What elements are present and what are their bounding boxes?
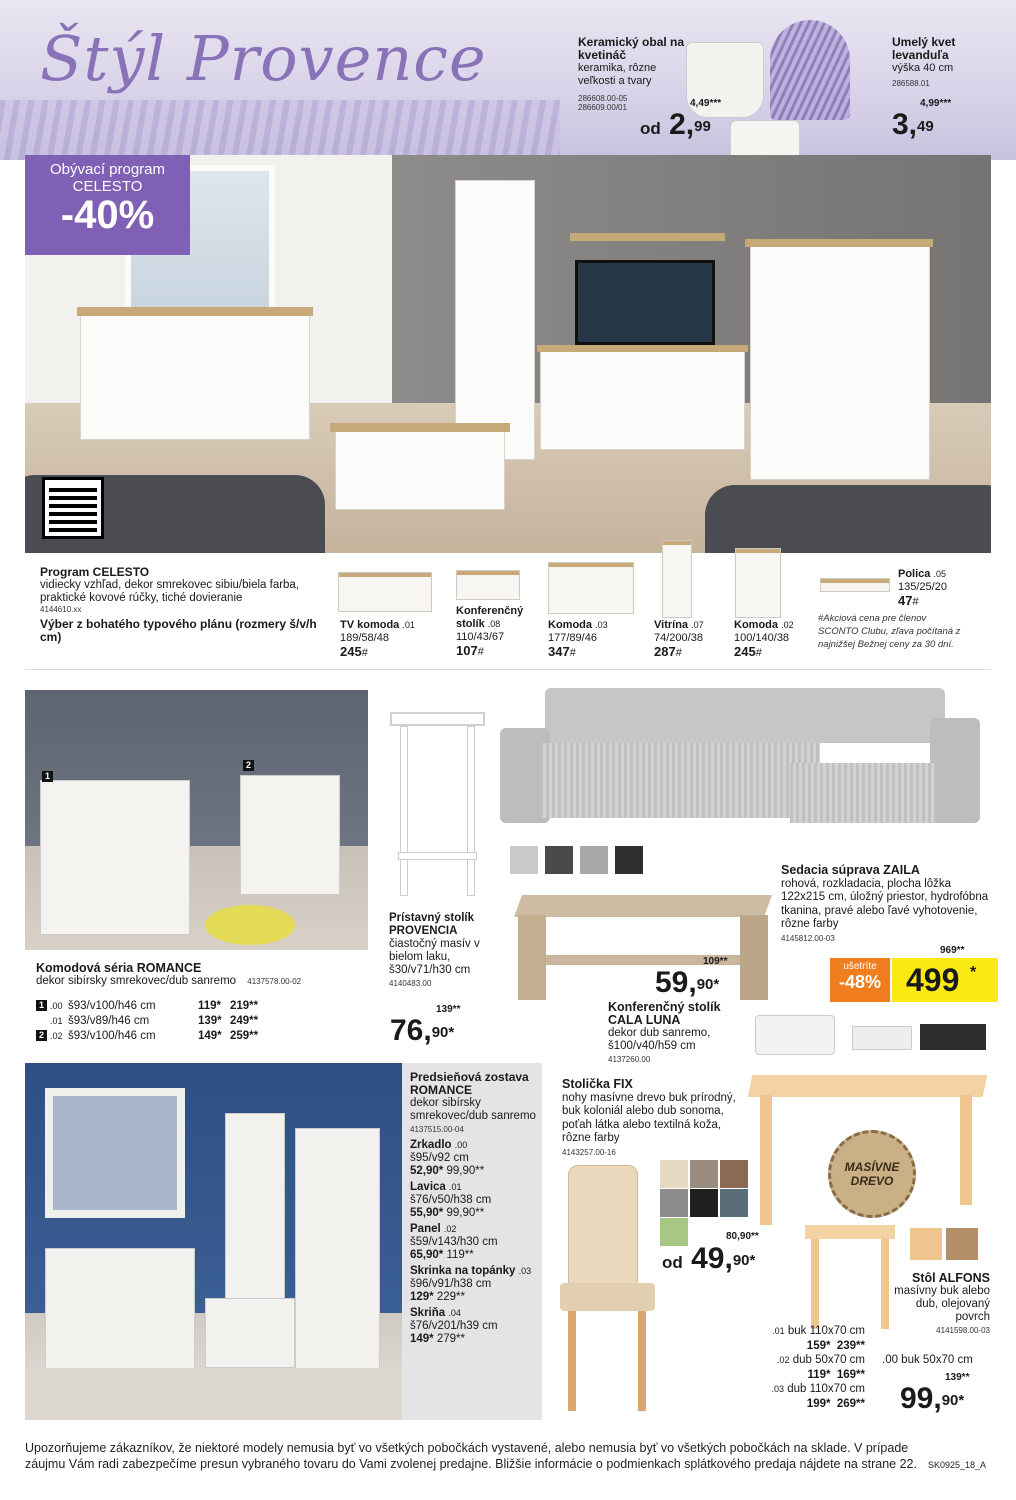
item3-name: Komoda [548,619,592,631]
romance-chests-photo [25,690,368,950]
celesto-item-1 [340,619,450,660]
hall-item3-old: 119** [446,1249,474,1261]
romance-info [36,961,366,988]
hall-item [410,1181,540,1220]
hall-item4-old: 229** [436,1291,466,1303]
pot-name: Keramický obal na kvetináč [578,35,685,62]
alfons-row [750,1382,865,1397]
item4-code: .07 [691,620,704,630]
hall-item2-name: Lavica [410,1181,446,1193]
item5-price: 245 [734,644,756,659]
item6-dims: 135/25/20 [898,581,947,593]
romance-row2-code: .01 [50,1016,63,1026]
alfons-row3-dims: dub 110x70 cm [787,1383,865,1395]
romance-title: Komodová séria ROMANCE [36,961,202,975]
cala-code: 4137260.00 [608,1055,651,1064]
romance-code: 4137578.00-02 [247,977,302,986]
hall-item2-old: 99,90** [446,1207,485,1219]
item1-hash: # [361,647,368,659]
zaila-old-price: 969** [940,945,965,956]
celesto-footnote: #Akciová cena pre členov SCONTO Clubu, zľava počítaná z najnižšej Bežnej ceny za 30 dní. [818,613,961,650]
alfons-row-prices [750,1397,865,1412]
cala-old-price: 109** [703,956,728,967]
mirror [45,1088,185,1218]
fix-swatch-2[interactable] [690,1160,718,1188]
celesto-plan: Výber z bohatého typového plánu (rozmery š/v/h cm) [40,617,317,644]
item1-name: TV komoda [340,619,400,631]
flower-price-int: 3, [892,108,918,141]
zaila-swatch-4[interactable] [615,846,643,874]
item5-dims: 100/140/38 [734,632,790,644]
hall-item4-name: Skrinka na topánky [410,1265,516,1277]
celesto-item-4 [654,619,734,660]
romance-row2-price: 139* [198,1015,222,1027]
vitrine [455,180,535,460]
cala-desc: dekor dub sanremo, š100/v40/h59 cm [608,1027,711,1052]
highboard-top [745,239,933,247]
celesto-item-5 [734,619,814,660]
alfons-last-row: .00 buk 50x70 cm [882,1354,973,1366]
alfons-row1-old: 239** [836,1339,865,1352]
item5-hash: # [755,647,762,659]
pot-price-dec: 99 [694,118,711,135]
item1-price: 245 [340,644,362,659]
pot-product [578,36,688,112]
alfons-row1-dims: buk 110x70 cm [787,1325,865,1337]
hall-item5-dims: š76/v201/h39 cm [410,1320,498,1332]
hall-item5-name: Skriňa [410,1307,446,1319]
coat-panel [225,1113,285,1313]
chest-label-2 [243,757,254,775]
lavender-flower-image [770,20,850,120]
hall-item2-price: 55,90* [410,1207,444,1219]
provencia-price-dec: 90* [431,1024,455,1041]
badge-line1: Obývací program [49,161,166,178]
alfons-table [750,1324,865,1411]
item2-name: Konferenčný stolík [456,605,524,630]
alfons-price-int: 99, [900,1382,942,1415]
yellow-rug [205,905,295,945]
item3-dims: 177/89/46 [548,632,597,644]
alfons-row3-price: 199* [806,1397,831,1410]
hall-item [410,1307,540,1346]
provencia-price-int: 76, [390,1014,432,1047]
flower-code: 286588.01 [892,79,930,88]
hall-item2-code: .01 [449,1182,462,1192]
romance-desc: dekor sibírsky smrekovec/dub sanremo [36,975,237,987]
alfons-row1-code: .01 [772,1326,785,1336]
sideboard-top [77,307,313,316]
item2-price: 107 [456,643,478,658]
pot-price [640,110,711,144]
tv-stand [540,350,745,450]
romance-row1-dims: š93/v100/h46 cm [68,1000,156,1012]
thumb-vitrina [662,540,692,618]
hall-item [410,1265,540,1304]
hall-item5-old: 279** [436,1333,466,1345]
thumb-polica [820,578,890,592]
item4-dims: 74/200/38 [654,632,703,644]
disclaimer-text: Upozorňujeme zákazníkov, že niektoré modely nemusia byť vo všetkých pobočkách vystavené, alebo nemusia byť vo všetkých pobočkách na sklade. V prípade záujmu Vám radi zabezpečíme presun vybraného tovaru do Vami zvolenej predajne. Bližšie informácie o podmienkach splátkového predaja nájdete na strane 22. [25,1441,917,1471]
hall-item3-code: .02 [443,1224,457,1234]
zaila-variant-bed [755,1015,835,1055]
hall-item [410,1139,540,1178]
cala-price [655,968,719,998]
item2-dims: 110/43/67 [456,631,505,643]
celesto-item-6 [898,568,978,609]
zaila-save-badge [830,958,890,1002]
solid-wood-stamp-text: MASÍVNE DREVO [844,1160,900,1188]
fix-price-prefix: od [662,1253,683,1272]
fix-swatch-4[interactable] [660,1189,688,1217]
zaila-price-box [892,958,998,1002]
pot-old-price: 4,49*** [690,98,722,109]
item2-code: .08 [487,619,501,629]
provencia-price [390,1016,454,1046]
fix-desc: nohy masívne drevo buk prírodný, buk koloniál alebo dub sonoma, poťah látka alebo textilná koža, rôzne farby [562,1091,736,1144]
alfons-desc: masívny buk alebo dub, olejovaný povrch [894,1285,990,1323]
romance-row3-num: 2 [36,1030,47,1041]
coffee-table [335,430,505,510]
chest-1 [40,780,190,935]
zaila-desc: rohová, rozkladacia, plocha lôžka 122x215 cm, úložný priestor, hydrofóbna tkanina, pravé alebo ľavé vyhotovenie, rôzne farby [781,877,989,930]
fix-info [562,1078,747,1159]
provencia-desc: čiastočný masív v bielom laku, š30/v71/h30 cm [389,938,480,976]
hall-set-photo [25,1063,403,1420]
hall-info [410,1071,540,1346]
provencia-title: Prístavný stolík PROVENCIA [389,912,475,937]
alfons-row [750,1324,865,1339]
zaila-swatch-1[interactable] [510,846,538,874]
alfons-info [880,1272,990,1337]
romance-row3-dims: š93/v100/h46 cm [68,1030,156,1042]
alfons-code: 4141598.00-03 [936,1326,990,1335]
hall-item3-dims: š59/v143/h30 cm [410,1236,498,1248]
cala-title: Konferenčný stolík CALA LUNA [608,1000,721,1027]
fix-title: Stolička FIX [562,1077,633,1091]
hall-title: Predsieňová zostava ROMANCE [410,1070,529,1097]
fix-code: 4143257.00-16 [562,1147,616,1157]
romance-row1-code: .00 [50,1001,63,1011]
flower-name: Umelý kvet levanduľa [892,35,956,62]
zaila-sofa-image [500,688,990,838]
alfons-row3-code: .03 [771,1384,784,1394]
provencia-code: 4140483.00 [389,979,432,988]
celesto-item-3 [548,619,648,660]
sideboard [80,315,310,440]
zaila-save-pct: -48% [838,972,882,992]
alfons-swatch-oak[interactable] [946,1228,978,1260]
hall-code: 4137515.00-04 [410,1125,464,1134]
pot-price-prefix: od [640,119,661,138]
flower-price [892,110,934,140]
fix-price-dec: 90* [732,1252,756,1269]
hall-item5-price: 149* [410,1333,434,1345]
hall-item3-name: Panel [410,1223,441,1235]
zaila-title: Sedacia súprava ZAILA [781,863,920,877]
badge-line2: CELESTO [72,178,143,195]
flower-old-price: 4,99*** [920,98,952,109]
alfons-price [900,1384,964,1414]
chest-label-1 [42,768,53,786]
alfons-row2-price: 119* [807,1368,831,1381]
pot-code-2: 286609.00/01 [578,103,627,112]
highboard [750,245,930,480]
fix-swatch-3[interactable] [720,1160,748,1188]
item3-hash: # [569,647,576,659]
rug [25,1368,403,1420]
zaila-variant-light [852,1026,912,1050]
zaila-price-star: * [970,964,977,981]
solid-wood-stamp [828,1130,916,1218]
cala-luna-image [518,895,768,1000]
fix-chair-image [560,1165,655,1415]
provencia-image [390,712,485,897]
zaila-price: 499 [906,962,960,998]
hall-desc: dekor sibírsky smrekovec/dub sanremo [410,1097,536,1122]
page-code: SK0925_18_A [928,1460,987,1470]
alfons-row1-price: 159* [806,1339,831,1352]
fix-price-int: 49, [691,1242,733,1275]
flower-product [892,36,1002,88]
qr-code[interactable] [45,480,101,536]
item6-price: 47 [898,593,913,608]
hall-item5-code: .04 [448,1308,461,1318]
alfons-old-price: 139** [945,1372,970,1383]
coffee-table-top [330,423,510,432]
bench [205,1298,295,1368]
hall-item1-price: 52,90* [410,1165,444,1177]
fix-price [662,1244,755,1278]
thumb-tv-komoda [338,572,432,612]
lavender-field-image [0,100,560,160]
romance-row1-num: 1 [36,1000,47,1011]
celesto-title: Program CELESTO [40,565,150,579]
zaila-info [781,864,996,945]
item5-code: .02 [781,620,794,630]
romance-row1-price: 119* [198,1000,222,1012]
alfons-title: Stôl ALFONS [911,1271,990,1285]
thumb-konferencny-stolik [456,570,520,600]
item4-price: 287 [654,644,676,659]
romance-table [36,999,366,1044]
celesto-desc: vidiecky vzhľad, dekor smrekovec sibiu/biela farba, praktické kovové rúčky, tiché dovieranie [40,579,300,604]
badge-percent: -40% [60,193,155,237]
alfons-row3-old: 269** [836,1397,865,1410]
romance-row [36,999,366,1014]
item5-name: Komoda [734,619,778,631]
fix-swatch-5[interactable] [690,1189,718,1217]
romance-row2-dims: š93/v89/h46 cm [68,1015,150,1027]
hall-item4-price: 129* [410,1291,434,1303]
romance-row2-old: 249** [230,1015,259,1027]
celesto-info [40,565,325,644]
alfons-swatch-beech[interactable] [910,1228,942,1260]
item6-hash: # [912,596,919,608]
celesto-item-2 [456,605,536,659]
alfons-row2-dims: dub 50x70 cm [792,1354,865,1366]
romance-row1-old: 219** [230,1000,259,1012]
alfons-price-dec: 90* [941,1392,965,1409]
item3-price: 347 [548,644,570,659]
alfons-row2-old: 169** [836,1368,865,1381]
romance-row3-old: 259** [230,1030,259,1042]
alfons-row-prices [750,1368,865,1383]
provencia-old-price: 139** [436,1004,461,1015]
hall-item1-dims: š95/v92 cm [410,1152,469,1164]
wall-shelf [570,233,725,241]
alfons-row-prices [750,1339,865,1354]
pot-code-1: 286608.00-05 [578,94,628,103]
item1-dims: 189/58/48 [340,632,389,644]
cala-price-int: 59, [655,966,697,999]
pot-price-int: 2, [669,108,695,141]
item1-code: .01 [402,620,415,630]
chest-label-2-text: 2 [243,760,254,771]
romance-row3-price: 149* [198,1030,222,1042]
thumb-komoda-02 [735,548,781,618]
discount-badge [25,155,190,255]
wardrobe [295,1128,380,1383]
romance-row [36,1029,366,1044]
zaila-variant-dark [920,1024,986,1050]
item3-code: .03 [595,620,608,630]
hall-item4-code: .03 [518,1266,532,1276]
hall-item1-name: Zrkadlo [410,1139,452,1151]
romance-row3-code: .02 [50,1031,63,1041]
hall-item4-dims: š96/v91/h38 cm [410,1278,492,1290]
thumb-komoda-03 [548,562,634,614]
fix-old-price: 80,90** [726,1231,759,1242]
flower-price-dec: 49 [917,118,934,135]
flower-desc: výška 40 cm [892,62,954,74]
sofa-right [705,485,991,553]
provencia-info [389,912,499,990]
item4-hash: # [675,647,682,659]
chest-label-1-text: 1 [42,771,53,782]
item4-name: Vitrína [654,619,689,631]
page-title: Štýl Provence [40,22,487,95]
hall-item2-dims: š76/v50/h38 cm [410,1194,492,1206]
alfons-row2-code: .02 [777,1355,790,1365]
zaila-swatch-3[interactable] [580,846,608,874]
zaila-save-label: ušetríte [843,961,877,972]
hall-item [410,1223,540,1262]
tv-screen [575,260,715,345]
cala-price-dec: 90* [696,976,720,993]
hall-item3-price: 65,90* [410,1249,444,1261]
fix-swatch-6[interactable] [720,1189,748,1217]
pot-desc: keramika, rôzne veľkosti a tvary [578,62,657,87]
hall-item1-code: .00 [454,1140,468,1150]
zaila-code: 4145812.00-03 [781,933,835,943]
romance-row [36,1014,366,1029]
fix-swatch-1[interactable] [660,1160,688,1188]
chest-2 [240,775,340,895]
celesto-code: 4144610.xx [40,605,82,614]
hall-item1-old: 99,90** [446,1165,485,1177]
item2-hash: # [477,646,484,658]
item6-name: Polica [898,568,931,580]
zaila-swatch-2[interactable] [545,846,573,874]
shoe-cabinet [45,1248,195,1373]
alfons-row [750,1353,865,1368]
tv-stand-top [537,345,748,352]
item6-code: .05 [933,569,946,579]
cala-info [608,1001,743,1066]
